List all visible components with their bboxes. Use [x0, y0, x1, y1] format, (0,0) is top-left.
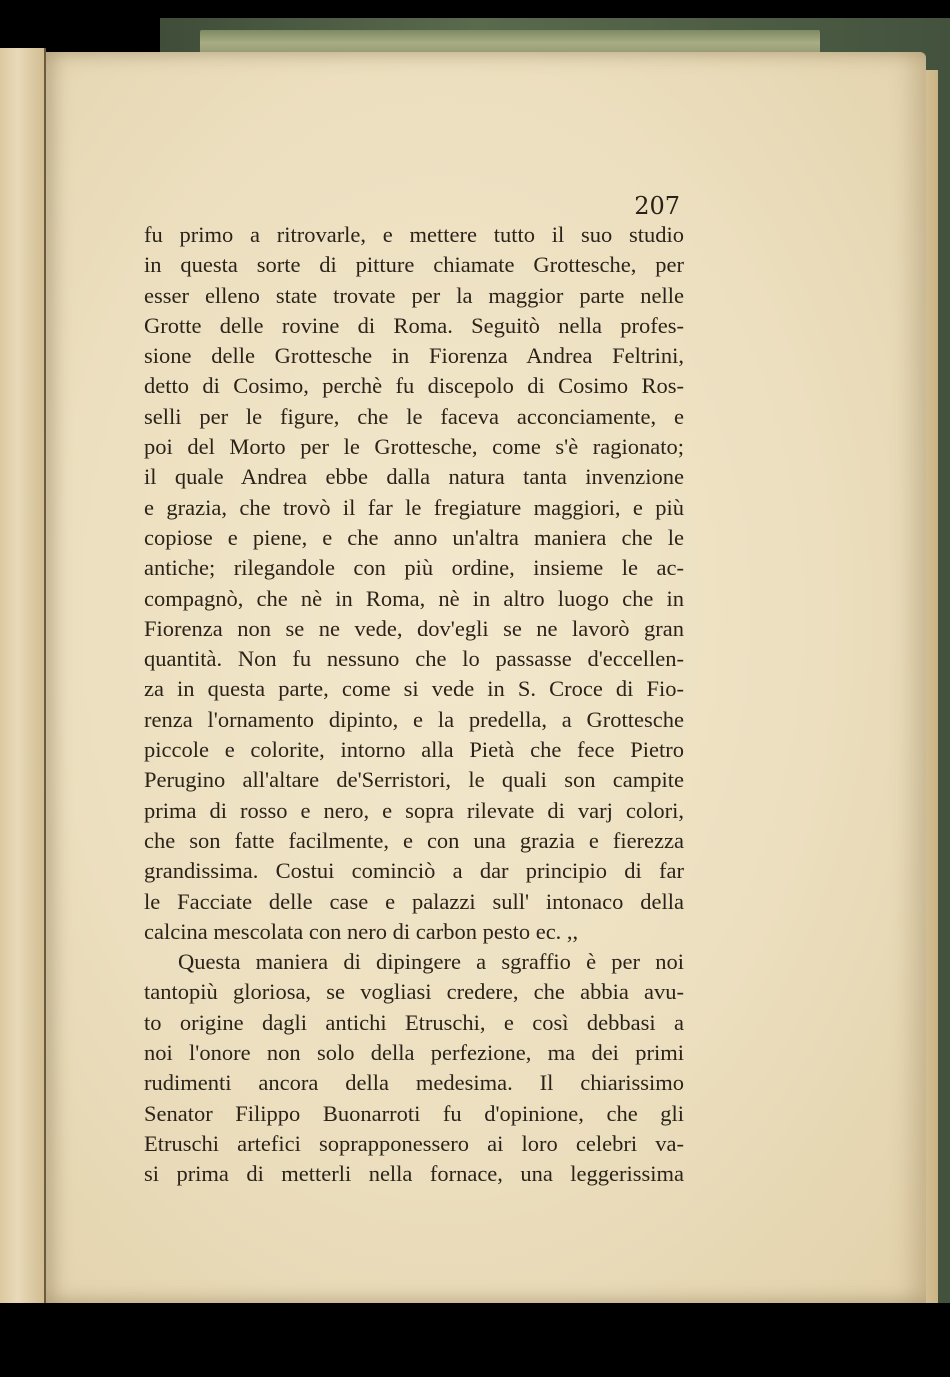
- text-line: noi l'onore non solo della perfezione, ma dei primi: [144, 1040, 684, 1066]
- text-line: detto di Cosimo, perchè fu discepolo di Cosimo Ros-: [144, 373, 684, 399]
- text-line: Etruschi artefici soprapponessero ai loro celebri va-: [144, 1130, 684, 1156]
- text-line: sione delle Grottesche in Fiorenza Andrea Feltrini,: [144, 343, 684, 369]
- text-line: compagnò, che nè in Roma, nè in altro luogo che in: [144, 585, 684, 611]
- text-line: in questa sorte di pitture chiamate Grottesche, per: [144, 252, 684, 278]
- text-line: quantità. Non fu nessuno che lo passasse d'eccellen-: [144, 646, 684, 672]
- text-line: renza l'ornamento dipinto, e la predella, a Grottesche: [144, 706, 684, 732]
- text-line: Grotte delle rovine di Roma. Seguitò nella profes-: [144, 312, 684, 338]
- text-line: fu primo a ritrovarle, e mettere tutto il suo studio: [144, 222, 684, 247]
- text-line: calcina mescolata con nero di carbon pesto ec. ,,: [144, 918, 579, 944]
- page-number: 207: [634, 192, 680, 220]
- text-line: tantopiù gloriosa, se vogliasi credere, che abbia avu-: [144, 979, 684, 1005]
- text-line: prima di rosso e nero, e sopra rilevate di varj colori,: [144, 797, 684, 823]
- text-line: copiose e piene, e che anno un'altra maniera che le: [144, 524, 684, 550]
- text-line: Senator Filippo Buonarroti fu d'opinione, che gli: [144, 1100, 684, 1126]
- text-line: e grazia, che trovò il far le fregiature maggiori, e più: [144, 494, 684, 520]
- paragraph-start-line: Questa maniera di dipingere a sgraffio è per noi: [178, 949, 684, 975]
- text-line: grandissima. Costui cominciò a dar principio di far: [144, 858, 684, 884]
- text-line: il quale Andrea ebbe dalla natura tanta invenzione: [144, 464, 684, 490]
- text-line: antiche; rilegandole con più ordine, insieme le ac-: [144, 555, 684, 581]
- text-line: le Facciate delle case e palazzi sull' intonaco della: [144, 888, 684, 914]
- text-line: si prima di metterli nella fornace, una leggerissima: [144, 1161, 684, 1187]
- body-text: [144, 220, 684, 1190]
- text-line: to origine dagli antichi Etruschi, e così debbasi a: [144, 1009, 684, 1035]
- text-line: che son fatte facilmente, e con una grazia e fierezza: [144, 827, 684, 853]
- text-line: esser elleno state trovate per la maggior parte nelle: [144, 282, 684, 308]
- text-line: za in questa parte, come si vede in S. Croce di Fio-: [144, 676, 684, 702]
- text-line: piccole e colorite, intorno alla Pietà che fece Pietro: [144, 737, 684, 763]
- text-line: poi del Morto per le Grottesche, come s'è ragionato;: [144, 434, 684, 460]
- text-line: Fiorenza non se ne vede, dov'egli se ne lavorò gran: [144, 615, 684, 641]
- text-line: rudimenti ancora della medesima. Il chiarissimo: [144, 1070, 684, 1096]
- left-page-edge: [0, 48, 46, 1303]
- text-line: selli per le figure, che le faceva acconciamente, e: [144, 403, 684, 429]
- text-line: Perugino all'altare de'Serristori, le quali son campite: [144, 767, 684, 793]
